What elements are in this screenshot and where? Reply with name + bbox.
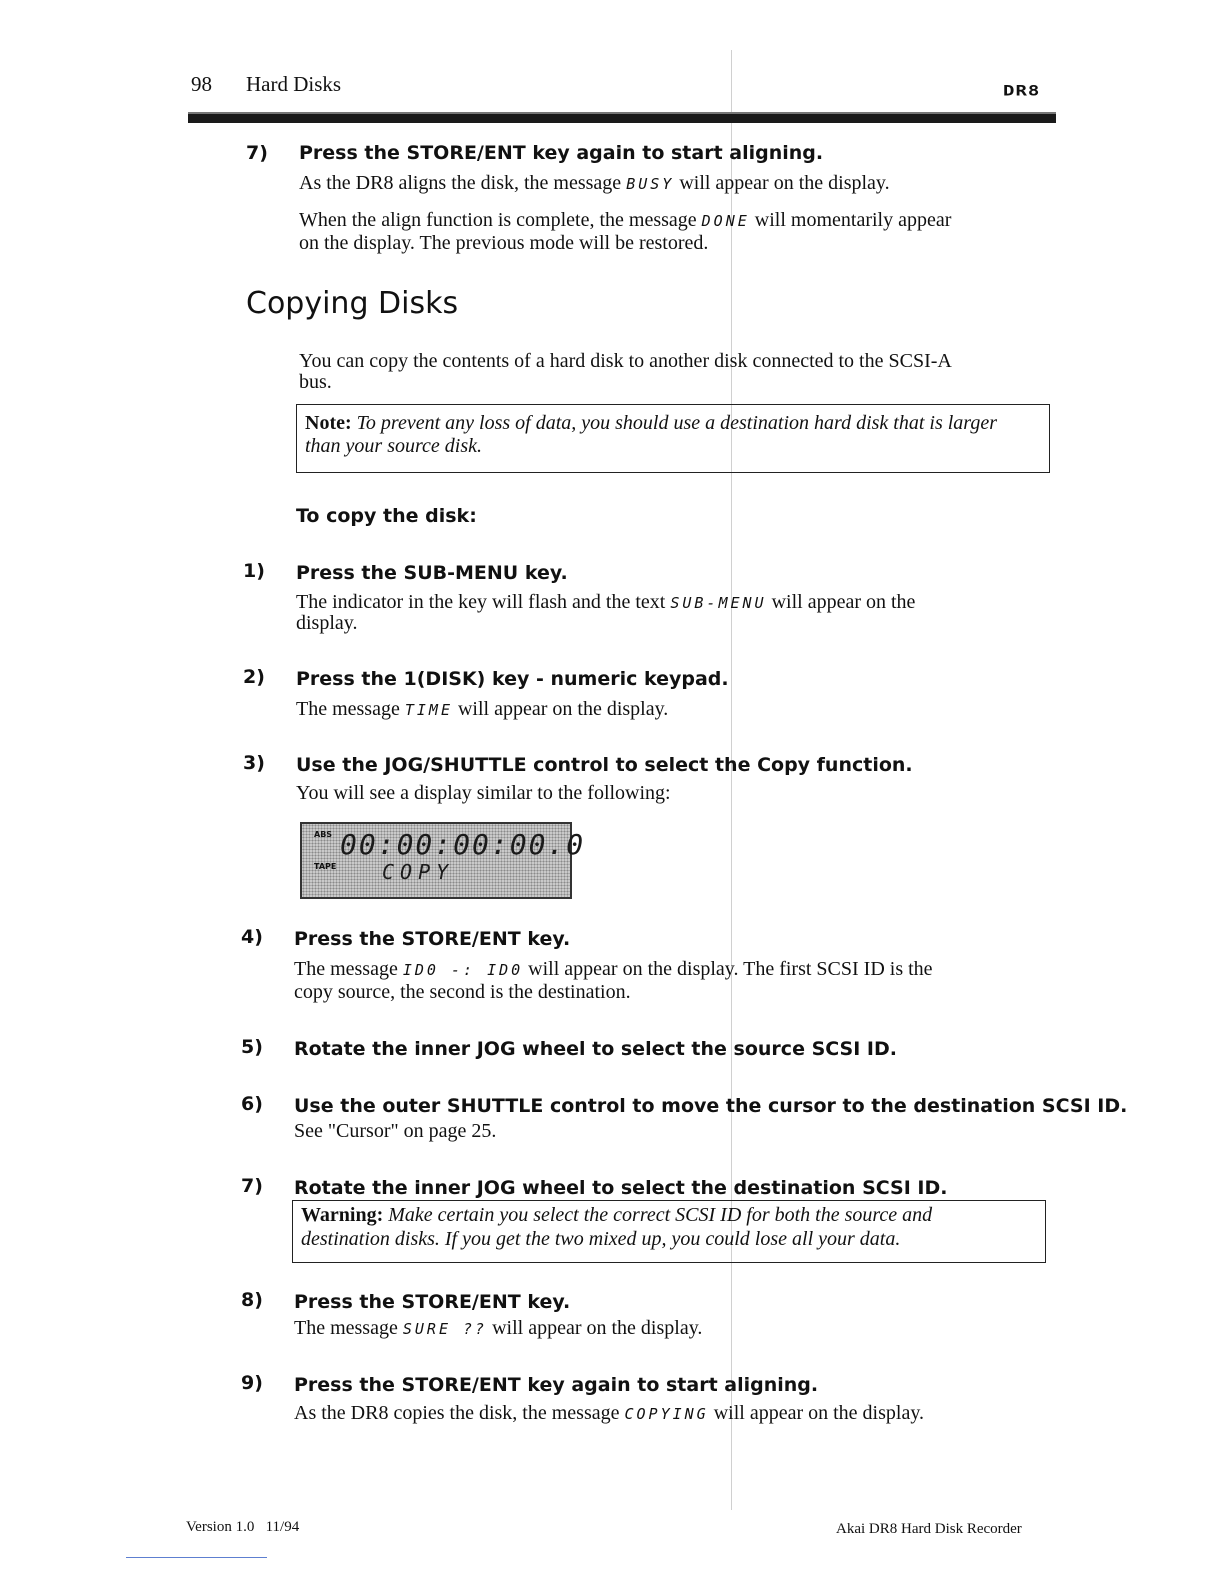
step-number: 8): [241, 1289, 263, 1311]
section-title: Copying Disks: [246, 286, 459, 321]
warning-label: Warning:: [301, 1204, 384, 1226]
step-title: Rotate the inner JOG wheel to select the source SCSI ID.: [294, 1038, 897, 1060]
step-number: 2): [243, 666, 265, 688]
step-title: Rotate the inner JOG wheel to select the destination SCSI ID.: [294, 1177, 948, 1199]
step-title: Press the STORE/ENT key.: [294, 1291, 571, 1313]
page-number: 98: [191, 72, 212, 96]
step-body: The indicator in the key will flash and the text SUB-MENU will appear on the: [296, 591, 916, 613]
running-head: Hard Disks: [246, 72, 342, 96]
step-body: You will see a display similar to the following:: [296, 782, 671, 804]
step-body: See "Cursor" on page 25.: [294, 1120, 497, 1142]
step-title: Press the 1(DISK) key - numeric keypad.: [296, 668, 729, 690]
lcd-time-readout: 00:00:00:00.0: [340, 828, 586, 861]
step-body: The message SURE ?? will appear on the display.: [294, 1317, 703, 1339]
procedure-heading: To copy the disk:: [296, 505, 477, 527]
step-number: 7): [246, 142, 268, 164]
warning-text: destination disks. If you get the two mixed up, you could lose all your data.: [301, 1228, 901, 1250]
step-body: copy source, the second is the destination.: [294, 981, 631, 1003]
note-label: Note:: [305, 412, 352, 434]
intro-text: You can copy the contents of a hard disk to another disk connected to the SCSI-A: [299, 350, 952, 372]
abs-indicator: ABS: [314, 830, 333, 839]
step-number: 7): [241, 1175, 263, 1197]
display-message: SUB-MENU: [670, 594, 767, 612]
footer-version: Version 1.0 11/94: [186, 1519, 300, 1535]
note-text: To prevent any loss of data, you should use a destination hard disk that is larger: [356, 412, 998, 434]
step-title: Press the SUB-MENU key.: [296, 562, 568, 584]
lcd-display: [300, 822, 586, 899]
step-number: 1): [243, 560, 265, 582]
step-title: Use the JOG/SHUTTLE control to select the Copy function.: [296, 754, 913, 776]
step-title: Use the outer SHUTTLE control to move the cursor to the destination SCSI ID.: [294, 1095, 1128, 1117]
footer-product: Akai DR8 Hard Disk Recorder: [836, 1521, 1022, 1537]
step-number: 3): [243, 752, 265, 774]
step-title: Press the STORE/ENT key again to start aligning.: [294, 1374, 819, 1396]
display-message: SURE ??: [402, 1320, 488, 1338]
dr8-logo: DR8: [1003, 82, 1041, 100]
step-title: Press the STORE/ENT key again to start aligning.: [299, 142, 824, 164]
corner-mark: [126, 1557, 267, 1558]
header-rule: [188, 112, 1056, 123]
display-message: DONE: [701, 212, 750, 230]
tape-indicator: TAPE: [314, 862, 337, 871]
lcd-mode-readout: COPY: [382, 860, 455, 884]
warning-box: [292, 1200, 1046, 1263]
step-body: As the DR8 copies the disk, the message COPYING will appear on the display.: [294, 1402, 925, 1424]
step-number: 9): [241, 1372, 263, 1394]
step-body: The message ID0 -: ID0 will appear on the display. The first SCSI ID is the: [294, 958, 933, 980]
warning-text: Make certain you select the correct SCSI ID for both the source and: [388, 1204, 933, 1226]
step-body: When the align function is complete, the message DONE will momentarily appear: [299, 209, 952, 231]
step-body: The message TIME will appear on the display.: [296, 698, 669, 720]
display-message: COPYING: [624, 1405, 709, 1423]
step-body: display.: [296, 612, 358, 634]
step-body: As the DR8 aligns the disk, the message BUSY will appear on the display.: [299, 172, 890, 194]
display-message: BUSY: [626, 175, 675, 193]
display-message: ID0 -: ID0: [402, 961, 524, 979]
note-text: than your source disk.: [305, 435, 483, 457]
step-number: 5): [241, 1036, 263, 1058]
step-title: Press the STORE/ENT key.: [294, 928, 571, 950]
step-number: 6): [241, 1093, 263, 1115]
step-number: 4): [241, 926, 263, 948]
display-message: TIME: [404, 701, 453, 719]
page-fold-line: [731, 50, 732, 1510]
note-box: [296, 404, 1050, 473]
intro-text: bus.: [299, 371, 332, 393]
step-body: on the display. The previous mode will be restored.: [299, 232, 709, 254]
